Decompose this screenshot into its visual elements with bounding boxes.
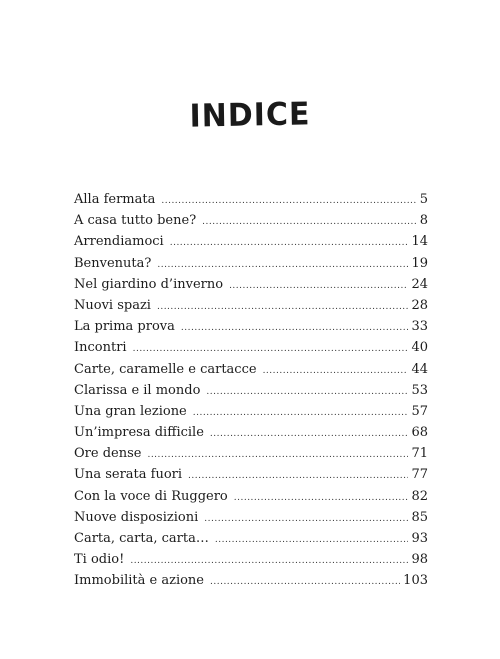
toc-entry: [74, 362, 428, 383]
toc-entry: [74, 256, 428, 277]
dot-leader: [206, 387, 408, 397]
page-number: 53: [411, 382, 428, 398]
toc-entry: [74, 340, 428, 361]
toc-entry: [74, 319, 428, 340]
entry-title: Un’impresa difficile: [74, 425, 204, 441]
dot-leader: [193, 408, 409, 418]
toc-entry: [74, 383, 428, 404]
dot-leader: [157, 302, 408, 312]
entry-title: Carta, carta, carta…: [74, 531, 209, 546]
toc-entry: [74, 573, 428, 594]
page-number: 57: [411, 403, 428, 419]
entry-title: Nuovi spazi: [74, 297, 151, 313]
page-number: 85: [411, 509, 428, 525]
dot-leader: [210, 577, 400, 587]
toc-entry: [74, 425, 428, 446]
page-number: 8: [419, 213, 428, 229]
page-number: 82: [411, 488, 428, 504]
page-number: 14: [411, 234, 428, 250]
toc-entry: [74, 404, 428, 425]
table-of-contents: [74, 192, 428, 595]
entry-title: A casa tutto bene?: [74, 213, 197, 229]
entry-title: Una serata fuori: [74, 467, 183, 483]
toc-entry: [74, 531, 428, 552]
toc-entry: [74, 510, 428, 531]
toc-entry: [74, 467, 428, 488]
page-number: 71: [411, 446, 428, 462]
entry-title: Nuove disposizioni: [74, 509, 199, 525]
entry-title: La prima prova: [74, 319, 175, 335]
page-number: 103: [403, 573, 428, 589]
entry-title: Incontri: [74, 340, 127, 356]
dot-leader: [215, 535, 409, 545]
page-number: 33: [411, 319, 428, 335]
page-number: 19: [411, 255, 428, 271]
page-number: 40: [411, 340, 428, 356]
entry-title: Alla fermata: [74, 192, 156, 207]
dot-leader: [181, 323, 409, 333]
dot-leader: [170, 238, 409, 248]
toc-entry: [74, 277, 428, 298]
dot-leader: [133, 344, 409, 354]
page-number: 77: [411, 467, 428, 483]
dot-leader: [234, 493, 409, 503]
dot-leader: [204, 514, 408, 524]
toc-entry: [74, 213, 428, 234]
page-number: 5: [419, 192, 428, 207]
entry-title: Arrendiamoci: [74, 234, 164, 250]
entry-title: Carte, caramelle e cartacce: [74, 361, 257, 377]
entry-title: Con la voce di Ruggero: [74, 488, 228, 504]
entry-title: Clarissa e il mondo: [74, 382, 201, 398]
dot-leader: [202, 217, 417, 227]
dot-leader: [147, 450, 408, 460]
toc-entry: [74, 552, 428, 573]
page-title: INDICE: [189, 96, 311, 135]
toc-entry: [74, 446, 428, 467]
dot-leader: [263, 366, 409, 376]
entry-title: Ti odio!: [74, 552, 125, 568]
entry-title: Ore dense: [74, 446, 142, 462]
entry-title: Immobilità e azione: [74, 573, 204, 589]
entry-title: Una gran lezione: [74, 403, 187, 419]
page-number: 98: [411, 552, 428, 568]
page-number: 28: [411, 297, 428, 313]
page-number: 93: [411, 531, 428, 546]
toc-entry: [74, 234, 428, 255]
page-number: 68: [411, 425, 428, 441]
entry-title: Benvenuta?: [74, 255, 152, 271]
entry-title: Nel giardino d’inverno: [74, 276, 224, 292]
page-number: 24: [411, 276, 428, 292]
dot-leader: [210, 429, 409, 439]
dot-leader: [229, 281, 408, 291]
dot-leader: [157, 260, 408, 270]
dot-leader: [130, 556, 408, 566]
page-number: 44: [411, 361, 428, 377]
toc-entry: [74, 298, 428, 319]
dot-leader: [161, 196, 416, 206]
toc-entry: [74, 489, 428, 510]
toc-entry: [74, 192, 428, 213]
dot-leader: [188, 471, 408, 481]
